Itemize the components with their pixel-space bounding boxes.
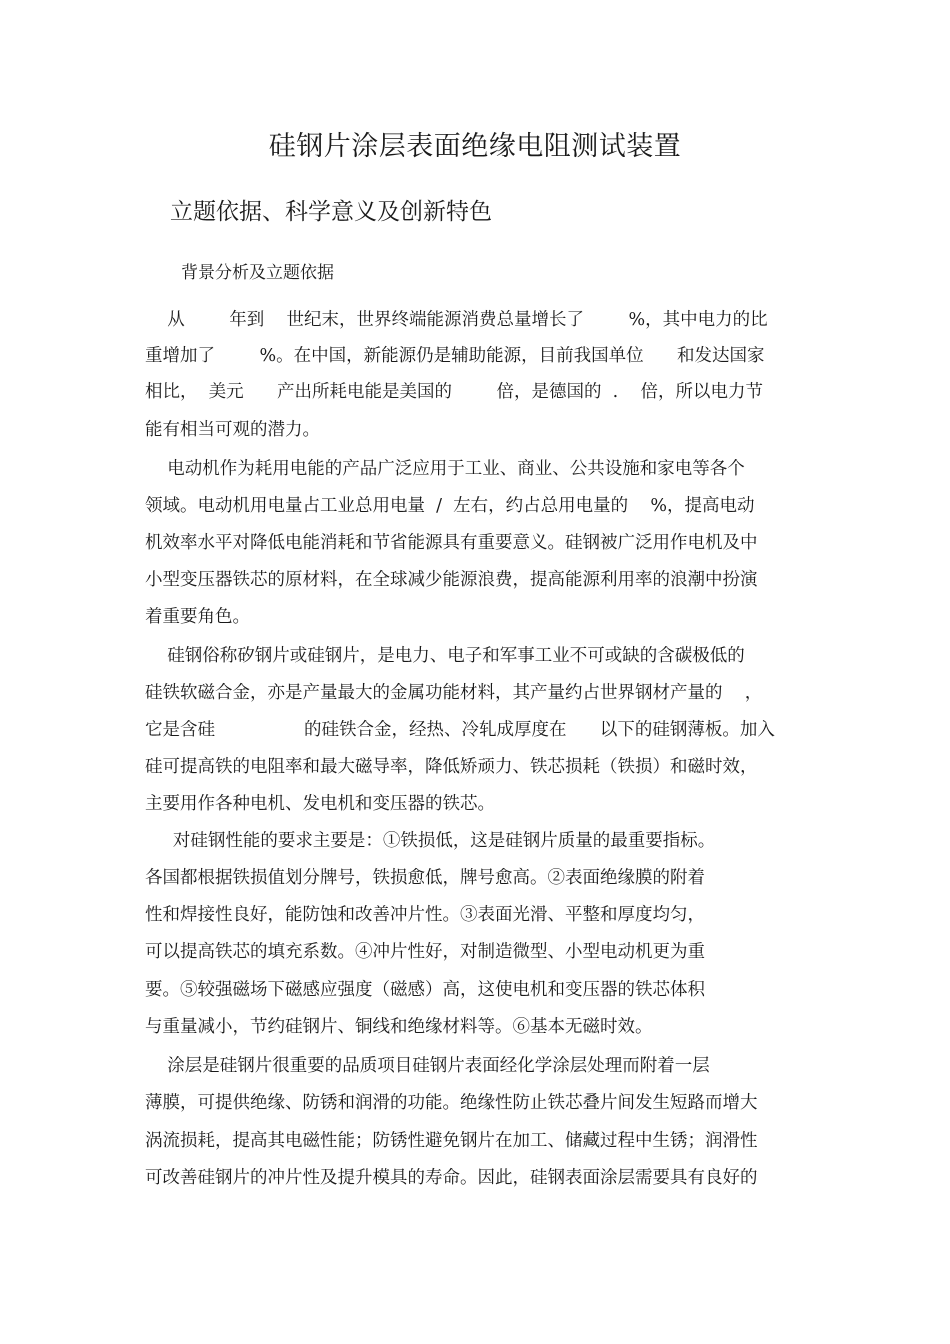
- text-line: 硅可提高铁的电阻率和最大磁导率，降低矫顽力、铁芯损耗（铁损）和磁时效，: [145, 757, 758, 777]
- text-line: 从 年到 世纪末，世界终端能源消费总量增长了 %，其中电力的比: [145, 310, 768, 330]
- text-line: 领域。电动机用电量占工业总用电量 / 左右，约占总用电量的 %，提高电动: [145, 496, 755, 516]
- text-line: 硅铁软磁合金，亦是产量最大的金属功能材料，其产量约占世界钢材产量的 ，: [145, 683, 763, 703]
- document-title: 硅钢片涂层表面绝缘电阻测试装置: [268, 131, 682, 162]
- text-line: 要。⑤较强磁场下磁感应强度（磁感）高，这使电机和变压器的铁芯体积: [145, 980, 705, 1000]
- text-line: 重增加了 %。在中国，新能源仍是辅助能源，目前我国单位 和发达国家: [145, 346, 765, 366]
- subsection-heading: 背景分析及立题依据: [181, 263, 334, 283]
- text-line: 硅钢俗称矽钢片或硅钢片，是电力、电子和军事工业不可或缺的含碳极低的: [145, 646, 745, 666]
- text-line: 着重要角色。: [145, 607, 250, 627]
- text-line: 薄膜，可提供绝缘、防锈和润滑的功能。绝缘性防止铁芯叠片间发生短路而增大: [145, 1093, 758, 1113]
- text-line: 小型变压器铁芯的原材料，在全球减少能源浪费，提高能源利用率的浪潮中扮演: [145, 570, 758, 590]
- section-heading: 立题依据、科学意义及创新特色: [170, 199, 492, 225]
- text-line: 涡流损耗，提高其电磁性能；防锈性避免钢片在加工、储藏过程中生锈；润滑性: [145, 1131, 758, 1151]
- text-line: 与重量减小，节约硅钢片、铜线和绝缘材料等。⑥基本无磁时效。: [145, 1017, 653, 1037]
- text-line: 相比， 美元 产出所耗电能是美国的 倍，是德国的 . 倍，所以电力节: [145, 382, 763, 402]
- text-line: 能有相当可观的潜力。: [145, 420, 320, 440]
- text-line: 性和焊接性良好，能防蚀和改善冲片性。③表面光滑、平整和厚度均匀，: [145, 905, 705, 925]
- text-line: 可改善硅钢片的冲片性及提升模具的寿命。因此，硅钢表面涂层需要具有良好的: [145, 1168, 758, 1188]
- text-line: 涂层是硅钢片很重要的品质项目硅钢片表面经化学涂层处理而附着一层: [145, 1056, 710, 1076]
- text-line: 主要用作各种电机、发电机和变压器的铁芯。: [145, 794, 495, 814]
- text-line: 各国都根据铁损值划分牌号，铁损愈低，牌号愈高。②表面绝缘膜的附着: [145, 868, 705, 888]
- text-line: 可以提高铁芯的填充系数。④冲片性好，对制造微型、小型电动机更为重: [145, 942, 705, 962]
- text-line: 电动机作为耗用电能的产品广泛应用于工业、商业、公共设施和家电等各个: [145, 459, 745, 479]
- text-line: 对硅钢性能的要求主要是：①铁损低，这是硅钢片质量的最重要指标。: [145, 831, 716, 851]
- text-line: 它是含硅 的硅铁合金，经热、冷轧成厚度在 以下的硅钢薄板。加入: [145, 720, 775, 740]
- text-line: 机效率水平对降低电能消耗和节省能源具有重要意义。硅钢被广泛用作电机及中: [145, 533, 758, 553]
